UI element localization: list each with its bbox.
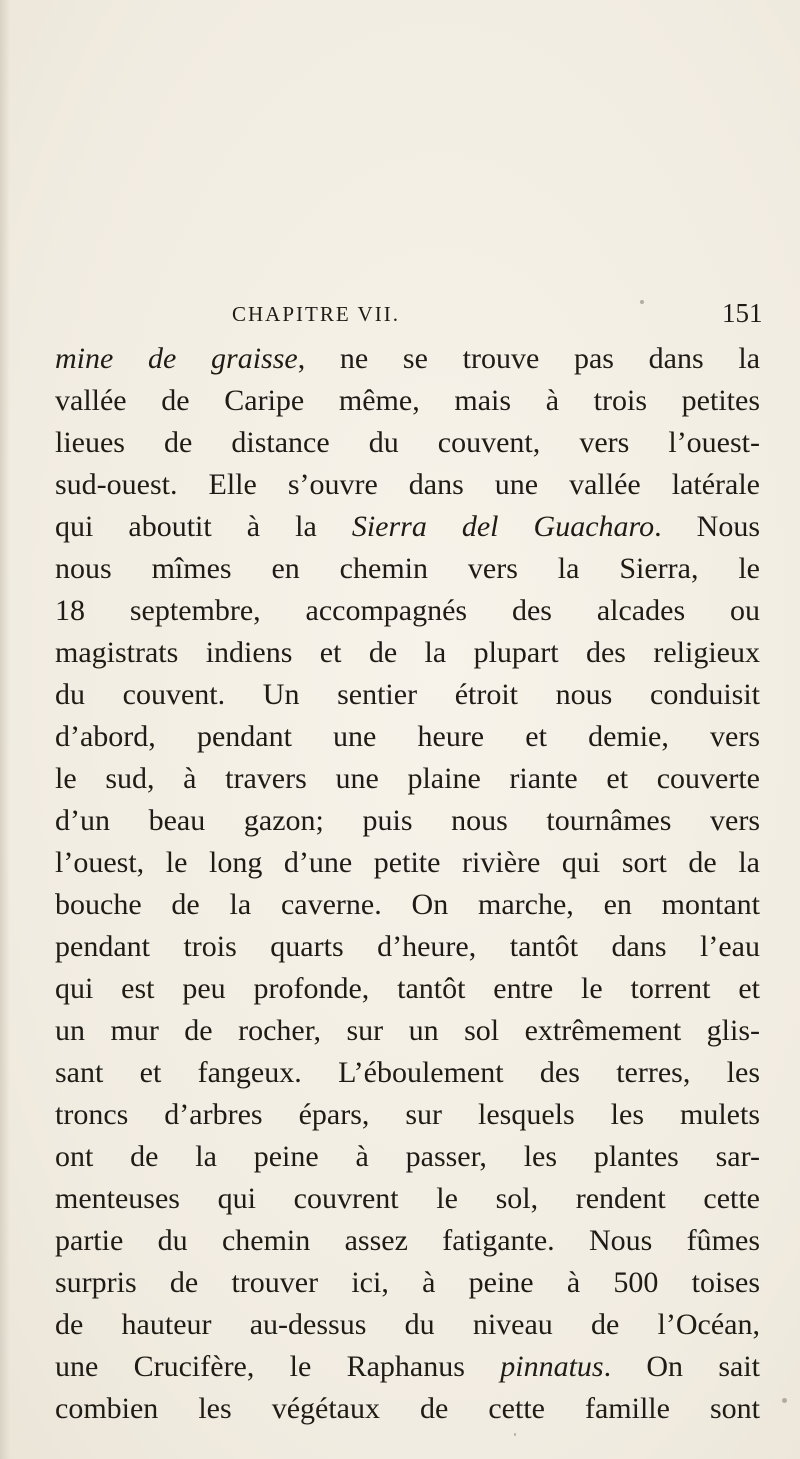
text-segment: sant et fangeux. L’éboulement des terres, les xyxy=(55,1056,760,1089)
text-line xyxy=(55,1304,760,1346)
text-segment: combien les végétaux de cette famille sont xyxy=(55,1392,760,1425)
text-line xyxy=(55,1388,760,1430)
text-line xyxy=(55,464,760,506)
body-text xyxy=(55,338,760,1430)
text-line xyxy=(55,506,760,548)
text-line xyxy=(55,1094,760,1136)
text-segment: 18 septembre, accompagnés des alcades ou xyxy=(55,594,760,627)
text-segment: le sud, à travers une plaine riante et couverte xyxy=(55,762,760,795)
text-segment: du couvent. Un sentier étroit nous conduisit xyxy=(55,678,760,711)
page-header xyxy=(0,296,800,336)
text-line xyxy=(55,338,760,380)
text-line xyxy=(55,422,760,464)
text-segment: ont de la peine à passer, les plantes sar- xyxy=(55,1140,760,1173)
text-segment: qui aboutit à la xyxy=(55,510,352,543)
text-segment: pendant trois quarts d’heure, tantôt dans l’eau xyxy=(55,930,760,963)
text-line xyxy=(55,548,760,590)
text-line xyxy=(55,1010,760,1052)
text-line xyxy=(55,674,760,716)
text-line xyxy=(55,884,760,926)
text-line xyxy=(55,1136,760,1178)
text-line xyxy=(55,1052,760,1094)
text-line xyxy=(55,1220,760,1262)
text-segment: troncs d’arbres épars, sur lesquels les mulets xyxy=(55,1098,760,1131)
text-segment: partie du chemin assez fatigante. Nous fûmes xyxy=(55,1224,760,1257)
text-segment: . On sait xyxy=(603,1350,761,1383)
italic-text: pinnatus xyxy=(500,1350,604,1383)
text-segment: surpris de trouver ici, à peine à 500 toises xyxy=(55,1266,760,1299)
text-line xyxy=(55,632,760,674)
page-number: 151 xyxy=(722,298,763,328)
text-segment: lieues de distance du couvent, vers l’ouest- xyxy=(55,426,760,459)
paper-speck xyxy=(782,1398,787,1403)
text-line xyxy=(55,800,760,842)
text-line xyxy=(55,380,760,422)
text-line xyxy=(55,1262,760,1304)
italic-text: Sierra del Guacharo xyxy=(351,510,655,543)
text-line xyxy=(55,842,760,884)
text-segment: bouche de la caverne. On marche, en montant xyxy=(55,888,760,921)
text-segment: l’ouest, le long d’une petite rivière qui sort de la xyxy=(55,846,760,879)
italic-text: mine de graisse xyxy=(55,342,298,375)
running-head: CHAPITRE VII. xyxy=(232,302,400,326)
text-segment: , ne se trouve pas dans la xyxy=(297,342,761,375)
text-segment: une Crucifère, le Raphanus xyxy=(55,1350,501,1383)
text-segment: d’abord, pendant une heure et demie, vers xyxy=(55,720,760,753)
text-line xyxy=(55,758,760,800)
text-line xyxy=(55,926,760,968)
text-line xyxy=(55,590,760,632)
text-line xyxy=(55,716,760,758)
paper-speck xyxy=(640,300,644,304)
text-segment: vallée de Caripe même, mais à trois petites xyxy=(55,384,760,417)
text-line xyxy=(55,1346,760,1388)
text-segment: de hauteur au-dessus du niveau de l’Océan, xyxy=(55,1308,760,1341)
text-segment: menteuses qui couvrent le sol, rendent cette xyxy=(55,1182,760,1215)
text-segment: qui est peu profonde, tantôt entre le torrent et xyxy=(55,972,760,1005)
text-segment: sud-ouest. Elle s’ouvre dans une vallée latérale xyxy=(55,468,760,501)
page-edge-shadow xyxy=(0,0,10,1459)
text-segment: magistrats indiens et de la plupart des religieux xyxy=(55,636,760,669)
text-segment: d’un beau gazon; puis nous tournâmes vers xyxy=(55,804,760,837)
text-segment: un mur de rocher, sur un sol extrêmement glis- xyxy=(55,1014,760,1047)
text-segment: nous mîmes en chemin vers la Sierra, le xyxy=(55,552,760,585)
text-segment: . Nous xyxy=(654,510,760,543)
paper-speck xyxy=(514,1433,516,1436)
text-line xyxy=(55,968,760,1010)
text-line xyxy=(55,1178,760,1220)
